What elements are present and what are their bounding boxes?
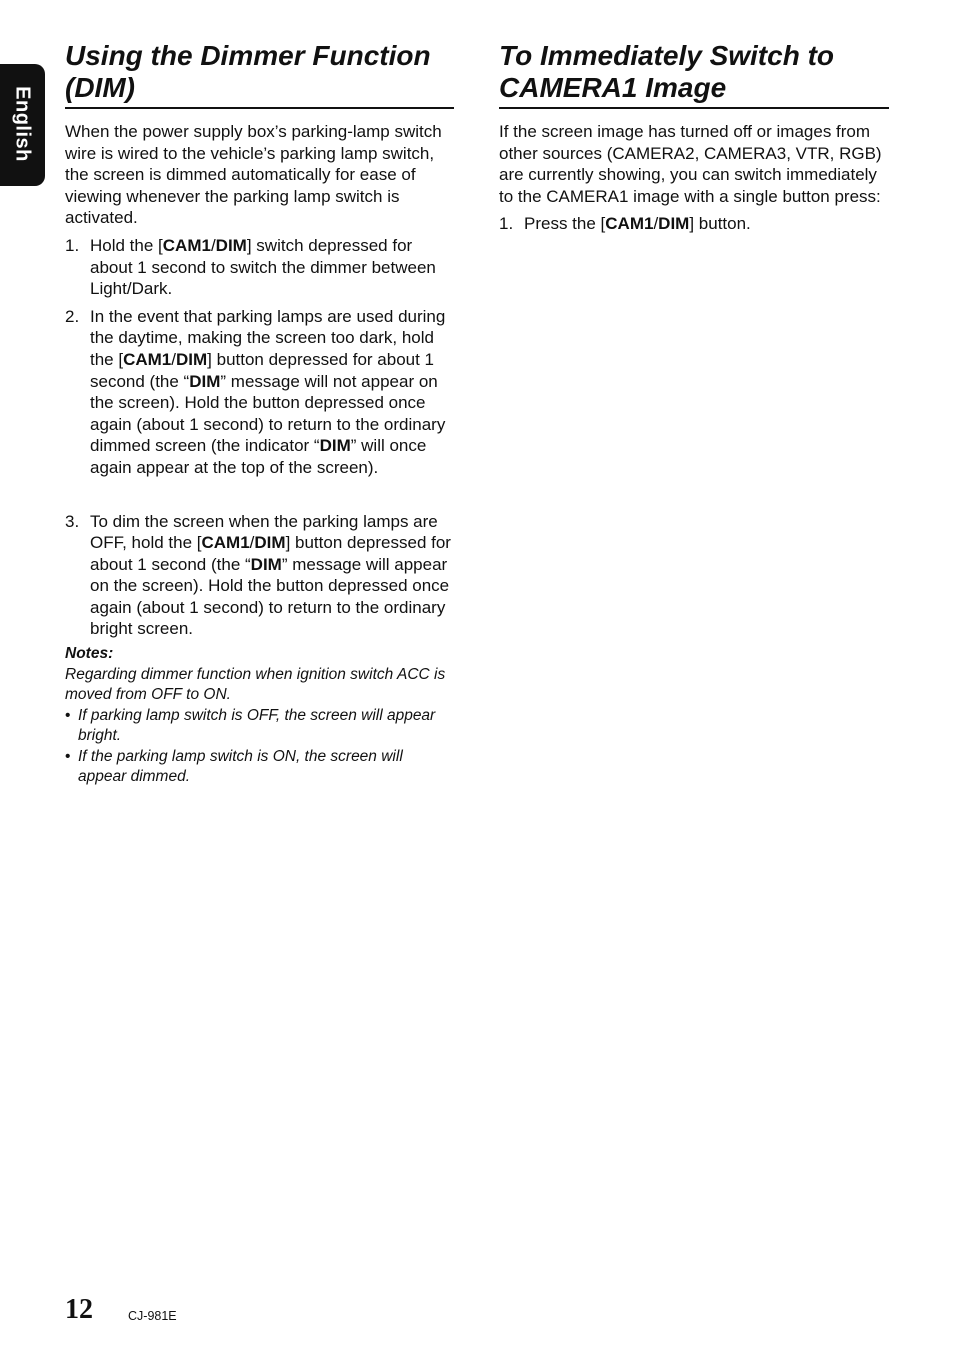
- step-text: /: [249, 533, 255, 553]
- bullet: •: [65, 706, 71, 724]
- note-item: [65, 747, 454, 788]
- key-label: CAM1: [201, 533, 250, 553]
- step-number: 2.: [65, 306, 80, 326]
- key-label: DIM: [215, 235, 247, 255]
- notes-text: Regarding dimmer function when ignition switch ACC is moved from OFF to ON.: [65, 665, 446, 704]
- key-label: CAM1: [162, 235, 211, 255]
- note-item: [65, 706, 454, 747]
- bullet: •: [65, 747, 71, 765]
- notes-list: [65, 706, 454, 788]
- step-number: 1.: [65, 235, 80, 255]
- dimmer-intro: When the power supply box’s parking-lamp switch wire is wired to the vehicle’s parking lamp switch, the screen is dimmed automatically for ease of viewing whenever the parking lamp switch is activated.: [65, 122, 442, 228]
- step-text: Press the [: [524, 214, 606, 234]
- heading-line-2: (DIM): [65, 72, 135, 103]
- right-column: [499, 40, 889, 235]
- camera1-steps: [499, 213, 889, 235]
- section-heading-camera1: [499, 40, 889, 109]
- key-label: DIM: [319, 436, 351, 456]
- key-label: DIM: [176, 349, 208, 369]
- page-number: 12: [65, 1294, 93, 1325]
- step-text: In the event that parking lamps are used during the daytime, making the screen too dark, hold the [: [90, 306, 446, 369]
- step-text: /: [653, 214, 659, 234]
- step-text: ” message will not appear on the screen). Hold the button depressed once again (about 1 second) to return to the ordinary dimmed screen (the indicator “: [90, 371, 446, 456]
- key-label: DIM: [254, 533, 286, 553]
- heading-line-2: CAMERA1 Image: [499, 72, 727, 103]
- step-text: ] switch depressed for about 1 second to switch the dimmer between Light/Dark.: [90, 235, 436, 299]
- step-item: [499, 213, 889, 235]
- key-label: DIM: [658, 214, 690, 234]
- language-tab-label: English: [11, 86, 34, 162]
- note-text: If the parking lamp switch is ON, the screen will appear dimmed.: [78, 747, 403, 786]
- heading-line-1: To Immediately Switch to: [499, 40, 835, 71]
- step-item: [65, 511, 454, 641]
- dimmer-steps: [65, 235, 454, 640]
- notes-block: [65, 644, 454, 788]
- notes-title: Notes:: [65, 645, 114, 663]
- section-heading-dimmer: [65, 40, 454, 109]
- step-text: ] button depressed for about 1 second (the “: [90, 533, 451, 574]
- step-number: 1.: [499, 214, 514, 234]
- key-label: DIM: [189, 371, 221, 391]
- heading-line-1: Using the Dimmer Function: [65, 40, 431, 71]
- step-text: ” will once again appear at the top of the screen).: [90, 436, 427, 477]
- step-item: [65, 306, 454, 479]
- key-label: CAM1: [605, 214, 654, 234]
- step-text: ] button depressed for about 1 second (the “: [90, 349, 434, 391]
- step-item: [65, 235, 454, 300]
- step-text: /: [210, 235, 216, 255]
- left-column: [65, 40, 454, 788]
- step-number: 3.: [65, 511, 80, 531]
- step-text: /: [171, 349, 176, 369]
- step-text: To dim the screen when the parking lamps are OFF, hold the [: [90, 511, 438, 553]
- key-label: DIM: [250, 554, 282, 574]
- model-number: CJ-981E: [128, 1309, 177, 1323]
- note-text: If parking lamp switch is OFF, the screen will appear bright.: [78, 706, 436, 745]
- key-label: CAM1: [123, 349, 172, 369]
- camera1-intro: If the screen image has turned off or images from other sources (CAMERA2, CAMERA3, VTR, RGB) are currently showing, you can switch immediately to the CAMERA1 image with a single button press:: [499, 122, 882, 206]
- step-text: ] button.: [689, 214, 751, 234]
- language-tab: [0, 64, 45, 186]
- step-text: ” message will appear on the screen). Hold the button depressed once again (about 1 second) to return to the ordinary bright screen.: [90, 554, 450, 639]
- step-text: Hold the [: [90, 235, 163, 255]
